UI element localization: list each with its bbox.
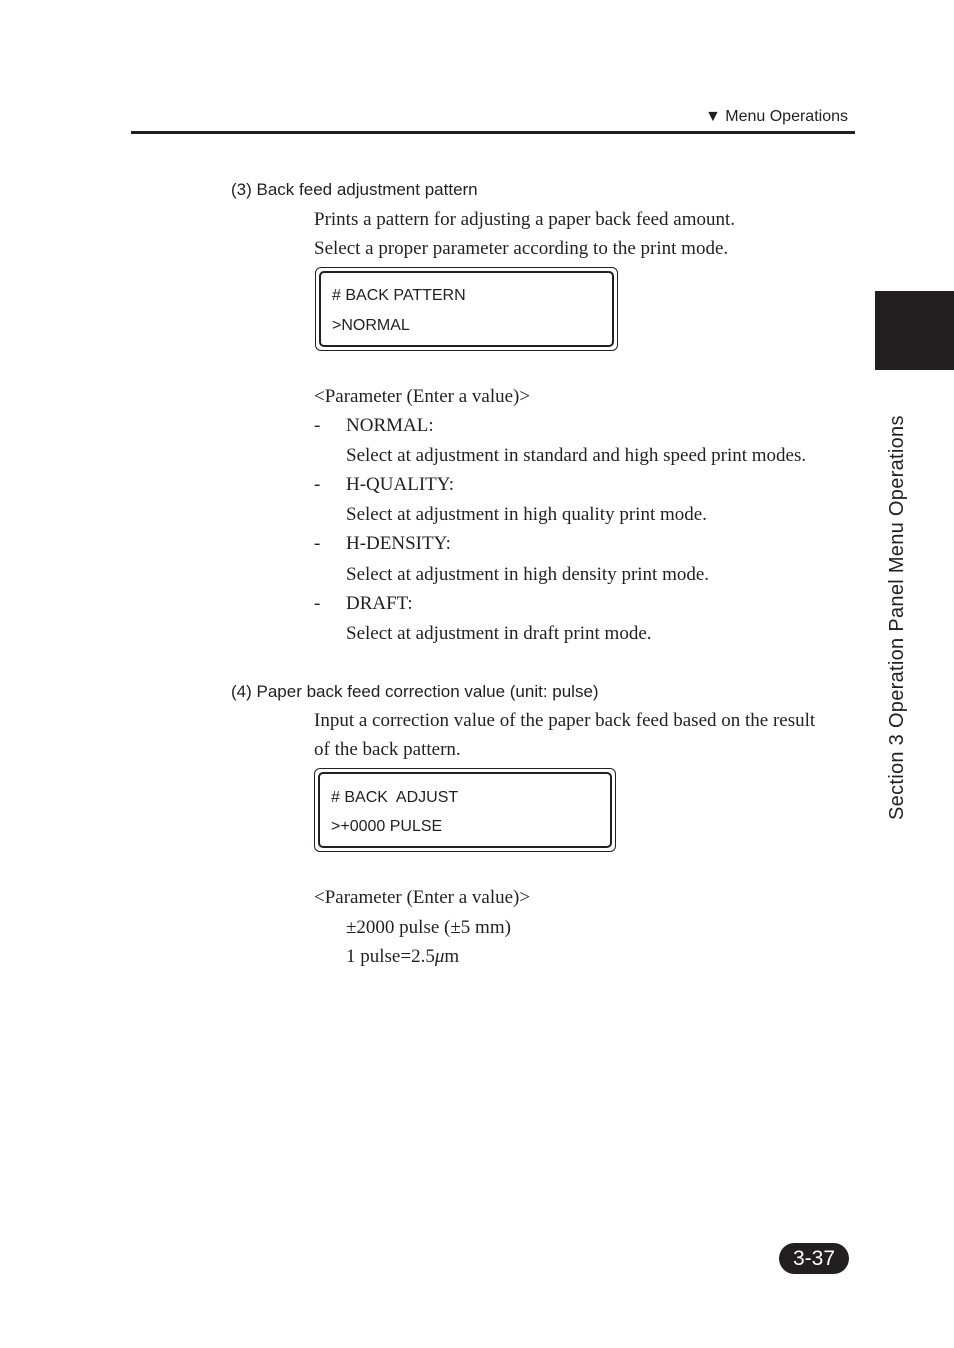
lcd-display-back-pattern bbox=[315, 267, 618, 351]
list-bullet: - bbox=[314, 415, 321, 436]
paragraph-line: Select a proper parameter according to the print mode. bbox=[314, 238, 729, 259]
list-bullet: - bbox=[314, 533, 321, 554]
parameter-name: H-QUALITY: bbox=[346, 474, 455, 495]
section-side-label: Section 3 Operation Panel Menu Operations bbox=[886, 415, 908, 820]
parameter-name: H-DENSITY: bbox=[346, 533, 451, 554]
parameter-description: Select at adjustment in draft print mode. bbox=[346, 623, 652, 644]
paragraph-line: Input a correction value of the paper back feed based on the result bbox=[314, 710, 816, 731]
running-header: ▼ Menu Operations bbox=[704, 108, 848, 125]
parameter-name: NORMAL: bbox=[346, 415, 434, 436]
list-bullet: - bbox=[314, 593, 321, 614]
parameter-description: Select at adjustment in standard and high speed print modes. bbox=[346, 445, 807, 466]
paragraph-line: Prints a pattern for adjusting a paper back feed amount. bbox=[314, 209, 736, 230]
parameter-heading: <Parameter (Enter a value)> bbox=[314, 887, 531, 908]
section-heading-back-pattern: (3) Back feed adjustment pattern bbox=[231, 180, 478, 199]
parameter-description: Select at adjustment in high quality print mode. bbox=[346, 504, 707, 525]
list-bullet: - bbox=[314, 474, 321, 495]
pulse-definition bbox=[346, 942, 459, 971]
pulse-definition-prefix: 1 pulse=2.5 bbox=[346, 946, 435, 967]
micro-symbol: μ bbox=[434, 946, 445, 967]
paragraph-line: of the back pattern. bbox=[314, 739, 461, 760]
lcd-line-1: # BACK PATTERN bbox=[332, 287, 466, 304]
lcd-line-1: # BACK ADJUST bbox=[331, 789, 459, 806]
parameter-range: ±2000 pulse (±5 mm) bbox=[346, 917, 511, 938]
parameter-name: DRAFT: bbox=[346, 593, 413, 614]
lcd-line-2: >NORMAL bbox=[332, 317, 410, 334]
parameter-heading: <Parameter (Enter a value)> bbox=[314, 386, 531, 407]
lcd-line-2: >+0000 PULSE bbox=[331, 818, 443, 835]
lcd-screen bbox=[319, 271, 614, 347]
header-rule bbox=[131, 131, 855, 134]
parameter-description: Select at adjustment in high density print mode. bbox=[346, 564, 710, 585]
lcd-display-back-adjust bbox=[314, 768, 616, 852]
page-number: 3-37 bbox=[779, 1243, 849, 1274]
section-tab-marker bbox=[875, 291, 954, 370]
section-heading-back-correction: (4) Paper back feed correction value (unit: pulse) bbox=[231, 682, 599, 701]
lcd-screen bbox=[318, 772, 612, 848]
pulse-definition-unit: m bbox=[444, 946, 460, 967]
